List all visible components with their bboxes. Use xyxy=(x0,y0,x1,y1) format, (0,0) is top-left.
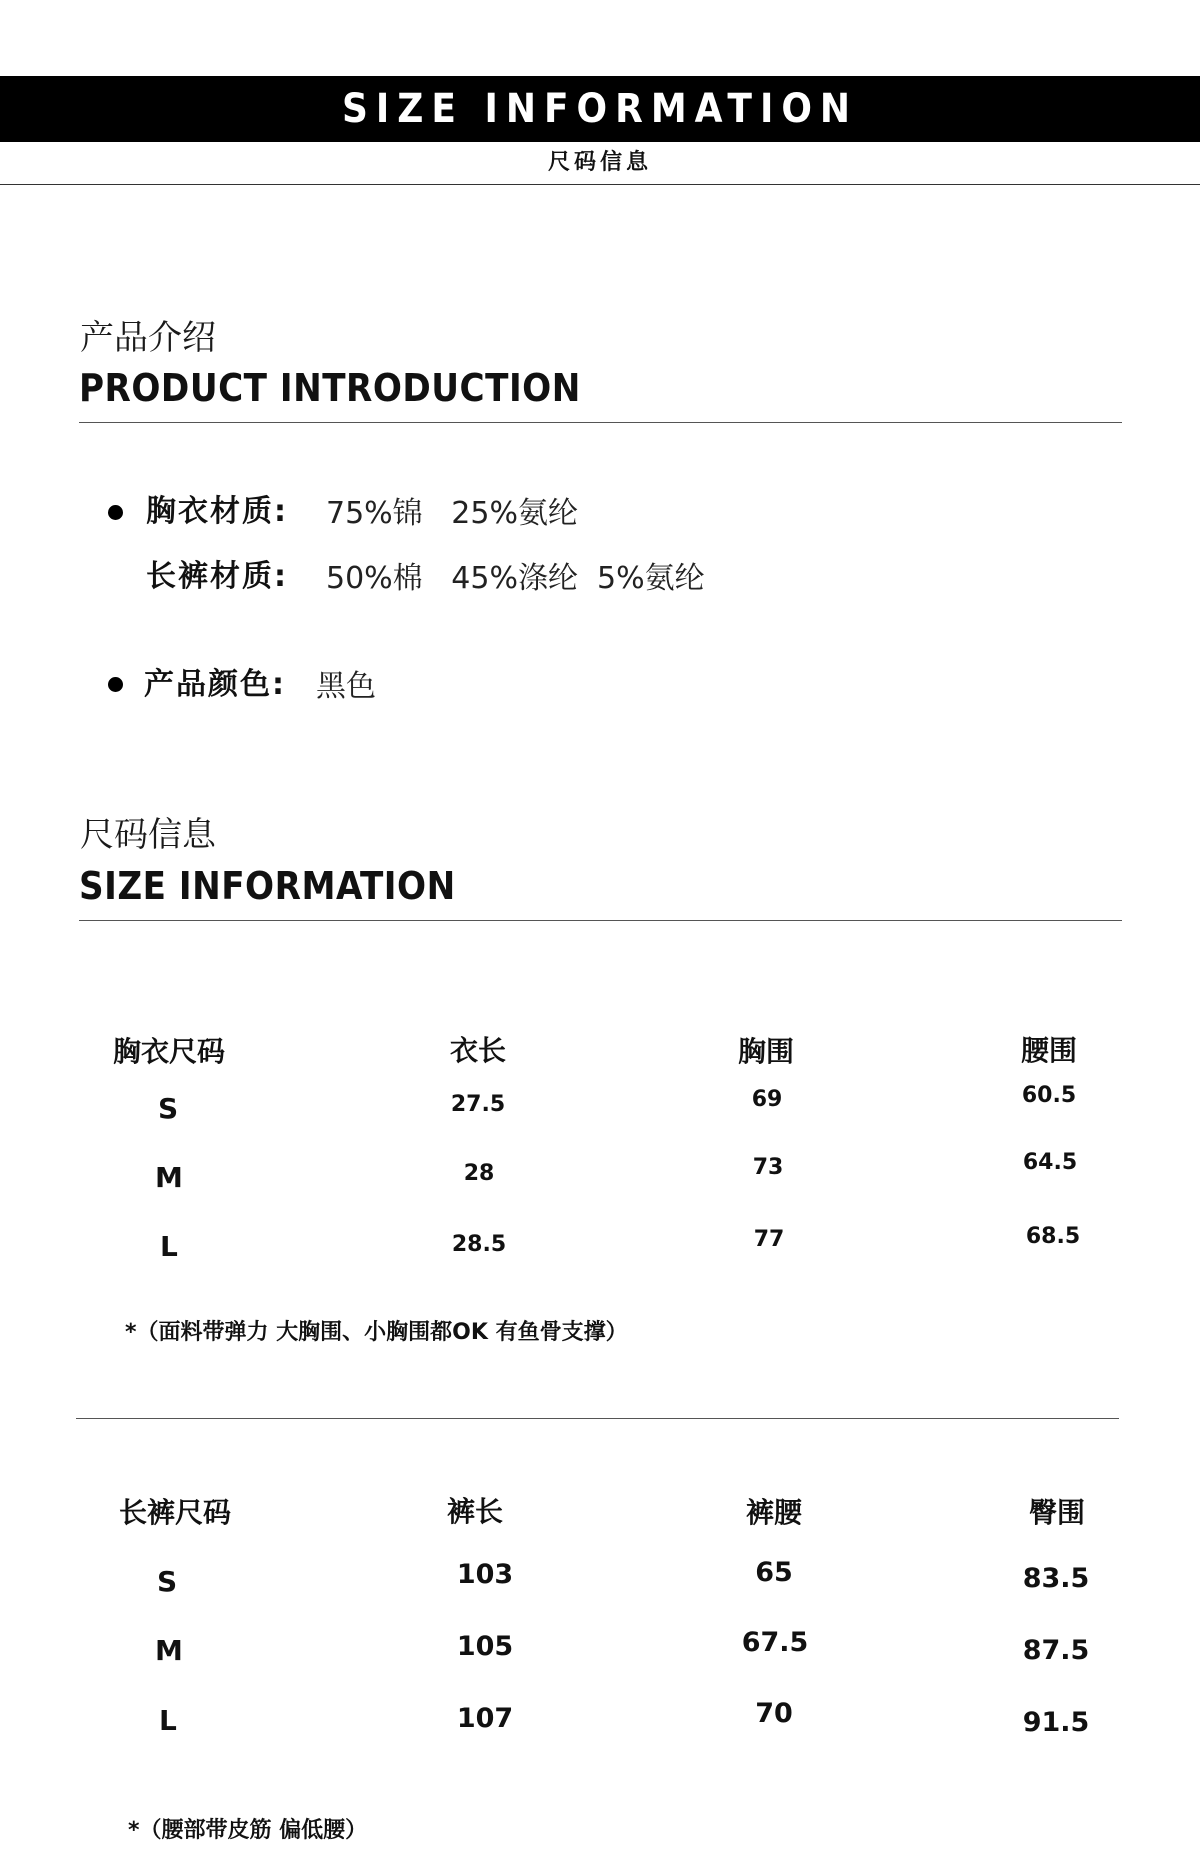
size-label: L xyxy=(160,1230,178,1263)
table-header: 衣长 xyxy=(450,1034,507,1067)
table-header: 长裤尺码 xyxy=(119,1496,232,1529)
table-cell: 65 xyxy=(755,1557,793,1588)
table-header: 胸衣尺码 xyxy=(113,1035,226,1068)
size-label: S xyxy=(157,1565,178,1598)
table-header: 腰围 xyxy=(1021,1034,1078,1067)
bra-material-label: 胸衣材质: xyxy=(146,494,288,529)
table-cell: 77 xyxy=(753,1227,785,1252)
table-cell: 27.5 xyxy=(450,1092,506,1117)
size-divider xyxy=(79,920,1122,921)
table-header: 胸围 xyxy=(738,1035,795,1068)
table-cell: 83.5 xyxy=(1022,1563,1090,1594)
banner-title: SIZE INFORMATION xyxy=(0,76,1200,142)
intro-title-cn: 产品介绍 xyxy=(80,318,216,358)
table-header: 裤腰 xyxy=(746,1496,803,1529)
size-title-cn: 尺码信息 xyxy=(80,815,216,855)
pants-table-note: *（腰部带皮筋 偏低腰） xyxy=(128,1818,368,1843)
size-label: L xyxy=(159,1704,177,1737)
table-cell: 107 xyxy=(456,1703,514,1734)
banner-subtitle: 尺码信息 xyxy=(547,150,652,175)
table-cell: 67.5 xyxy=(741,1627,809,1658)
table-cell: 69 xyxy=(751,1087,783,1112)
pants-material-value: 50%棉 45%涤纶 5%氨纶 xyxy=(326,561,705,596)
size-label: M xyxy=(155,1161,183,1194)
size-label: M xyxy=(155,1634,183,1667)
table-cell: 105 xyxy=(456,1631,514,1662)
color-label: 产品颜色: xyxy=(144,667,286,702)
intro-title-en: PRODUCT INTRODUCTION xyxy=(79,366,581,410)
bullet-icon xyxy=(108,505,123,520)
bullet-icon xyxy=(108,677,123,692)
bra-material-value: 75%锦 25%氨纶 xyxy=(326,496,578,531)
table-cell: 103 xyxy=(456,1559,514,1590)
pants-material-label: 长裤材质: xyxy=(146,559,288,594)
size-label: S xyxy=(158,1092,179,1125)
color-value: 黑色 xyxy=(316,669,376,704)
table-header: 臀围 xyxy=(1029,1496,1086,1529)
banner-divider xyxy=(0,184,1200,185)
tables-divider xyxy=(76,1418,1119,1419)
table-cell: 60.5 xyxy=(1021,1083,1077,1108)
size-title-en: SIZE INFORMATION xyxy=(79,864,456,908)
table-cell: 87.5 xyxy=(1022,1635,1090,1666)
intro-divider xyxy=(79,422,1122,423)
table-cell: 91.5 xyxy=(1022,1707,1090,1738)
table-cell: 70 xyxy=(755,1698,793,1729)
table-cell: 68.5 xyxy=(1025,1224,1081,1249)
table-header: 裤长 xyxy=(447,1495,504,1528)
table-cell: 28.5 xyxy=(451,1232,507,1257)
table-cell: 28 xyxy=(463,1161,495,1186)
bra-table-note: *（面料带弹力 大胸围、小胸围都OK 有鱼骨支撑） xyxy=(125,1320,628,1345)
table-cell: 64.5 xyxy=(1022,1150,1078,1175)
table-cell: 73 xyxy=(752,1155,784,1180)
